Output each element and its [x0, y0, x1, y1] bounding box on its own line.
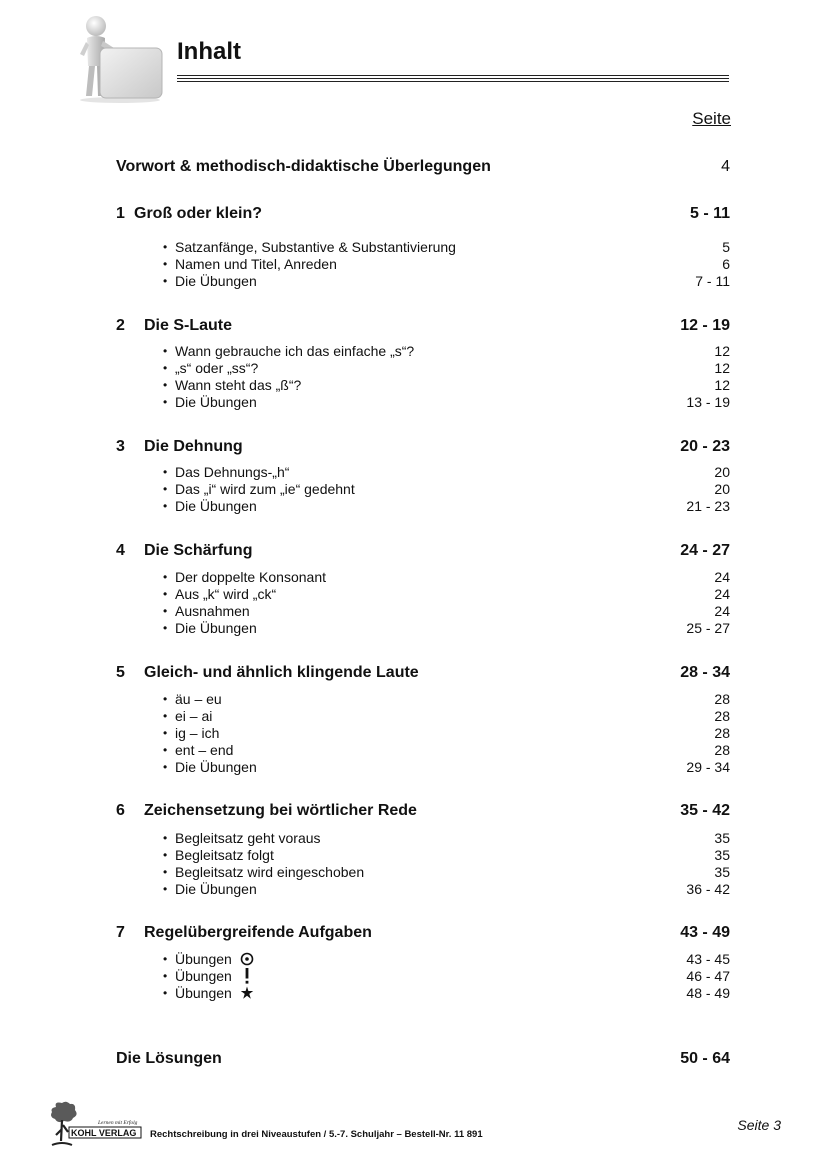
toc-section-7[interactable]: [116, 924, 730, 942]
toc-entry-title: Vorwort & methodisch-didaktische Überlegungen: [116, 158, 491, 175]
section-title: Zeichensetzung bei wörtlicher Rede: [144, 802, 417, 819]
toc-entry-pages: 50 - 64: [680, 1050, 730, 1067]
section-title: Die Schärfung: [144, 542, 253, 559]
section-number: 1: [116, 205, 125, 222]
star-icon: [240, 985, 254, 1001]
toc-section-6[interactable]: [116, 802, 730, 820]
toc-entry-vorwort[interactable]: [116, 158, 730, 176]
title-rule: [177, 78, 729, 79]
section-number: 5: [116, 664, 125, 681]
list-item[interactable]: • ei – ai 28: [163, 707, 730, 724]
person-holding-board-icon: [74, 14, 166, 104]
section-pages: 5 - 11: [689, 205, 730, 222]
toc-entry-pages: 4: [721, 158, 730, 175]
list-item[interactable]: • ig – ich 28: [163, 724, 730, 741]
list-item[interactable]: • Der doppelte Konsonant 24: [163, 568, 730, 585]
section-title: Die S-Laute: [144, 317, 233, 334]
list-item[interactable]: • Die Übungen 13 - 19: [163, 393, 730, 410]
logo-name: KOHL VERLAG: [71, 1128, 137, 1138]
list-item[interactable]: • Übungen 43 - 45: [163, 950, 730, 967]
page-title: Inhalt: [177, 38, 241, 65]
toc-section-2[interactable]: [116, 317, 730, 335]
list-item[interactable]: • Übungen 46 - 47: [163, 967, 730, 984]
list-item[interactable]: • Ausnahmen 24: [163, 602, 730, 619]
toc-entry-loesungen[interactable]: [116, 1050, 730, 1068]
footer-text: Rechtschreibung in drei Niveaustufen / 5.-7. Schuljahr – Bestell-Nr. 11 891: [150, 1129, 483, 1140]
list-item[interactable]: • Wann gebrauche ich das einfache „s“? 12: [163, 342, 730, 359]
list-item[interactable]: • Satzanfänge, Substantive & Substantivierung 5: [163, 238, 730, 255]
list-item[interactable]: • Die Übungen 29 - 34: [163, 758, 730, 775]
exclamation-icon: [240, 968, 254, 984]
list-item[interactable]: • Begleitsatz geht voraus 35: [163, 829, 730, 846]
toc-section-5[interactable]: [116, 664, 730, 682]
section-number: 3: [116, 438, 125, 455]
section-number: 6: [116, 802, 125, 819]
section-number: 7: [116, 924, 125, 941]
logo-tagline: Lernen mit Erfolg: [98, 1120, 138, 1126]
list-item[interactable]: • Die Übungen 21 - 23: [163, 497, 730, 514]
page-number: Seite 3: [737, 1117, 781, 1133]
title-rule: [177, 75, 729, 76]
page-column-header: Seite: [692, 109, 731, 128]
list-item[interactable]: • ent – end 28: [163, 741, 730, 758]
section-title: Die Dehnung: [144, 438, 243, 455]
section-title: Regelübergreifende Aufgaben: [144, 924, 372, 941]
list-item[interactable]: • Begleitsatz folgt 35: [163, 846, 730, 863]
toc-section-3[interactable]: [116, 438, 730, 456]
section-pages: 24 - 27: [680, 542, 730, 559]
section-pages: 28 - 34: [680, 664, 730, 681]
section-pages: 20 - 23: [680, 438, 730, 455]
section-pages: 35 - 42: [680, 802, 730, 819]
section-pages: 43 - 49: [680, 924, 730, 941]
list-item[interactable]: • „s“ oder „ss“? 12: [163, 359, 730, 376]
section-number: 4: [116, 542, 125, 559]
list-item[interactable]: • Begleitsatz wird eingeschoben 35: [163, 863, 730, 880]
section-title: Groß oder klein?: [134, 205, 263, 222]
list-item[interactable]: • äu – eu 28: [163, 690, 730, 707]
list-item[interactable]: • Das Dehnungs-„h“ 20: [163, 463, 730, 480]
kohl-verlag-logo: [44, 1101, 144, 1149]
section-pages: 12 - 19: [680, 317, 730, 334]
section-number: 2: [116, 317, 125, 334]
section-title: Gleich- und ähnlich klingende Laute: [144, 664, 419, 681]
list-item[interactable]: • Die Übungen 7 - 11: [163, 272, 730, 289]
title-rule: [177, 81, 729, 82]
list-item[interactable]: • Die Übungen 25 - 27: [163, 619, 730, 636]
list-item[interactable]: • Aus „k“ wird „ck“ 24: [163, 585, 730, 602]
list-item[interactable]: • Wann steht das „ß“? 12: [163, 376, 730, 393]
toc-section-1[interactable]: [116, 205, 730, 223]
list-item[interactable]: • Das „i“ wird zum „ie“ gedehnt 20: [163, 480, 730, 497]
list-item[interactable]: • Die Übungen 36 - 42: [163, 880, 730, 897]
list-item[interactable]: • Übungen 48 - 49: [163, 984, 730, 1001]
list-item[interactable]: • Namen und Titel, Anreden 6: [163, 255, 730, 272]
toc-entry-title: Die Lösungen: [116, 1050, 222, 1067]
target-icon: [240, 951, 254, 967]
toc-section-4[interactable]: [116, 542, 730, 560]
